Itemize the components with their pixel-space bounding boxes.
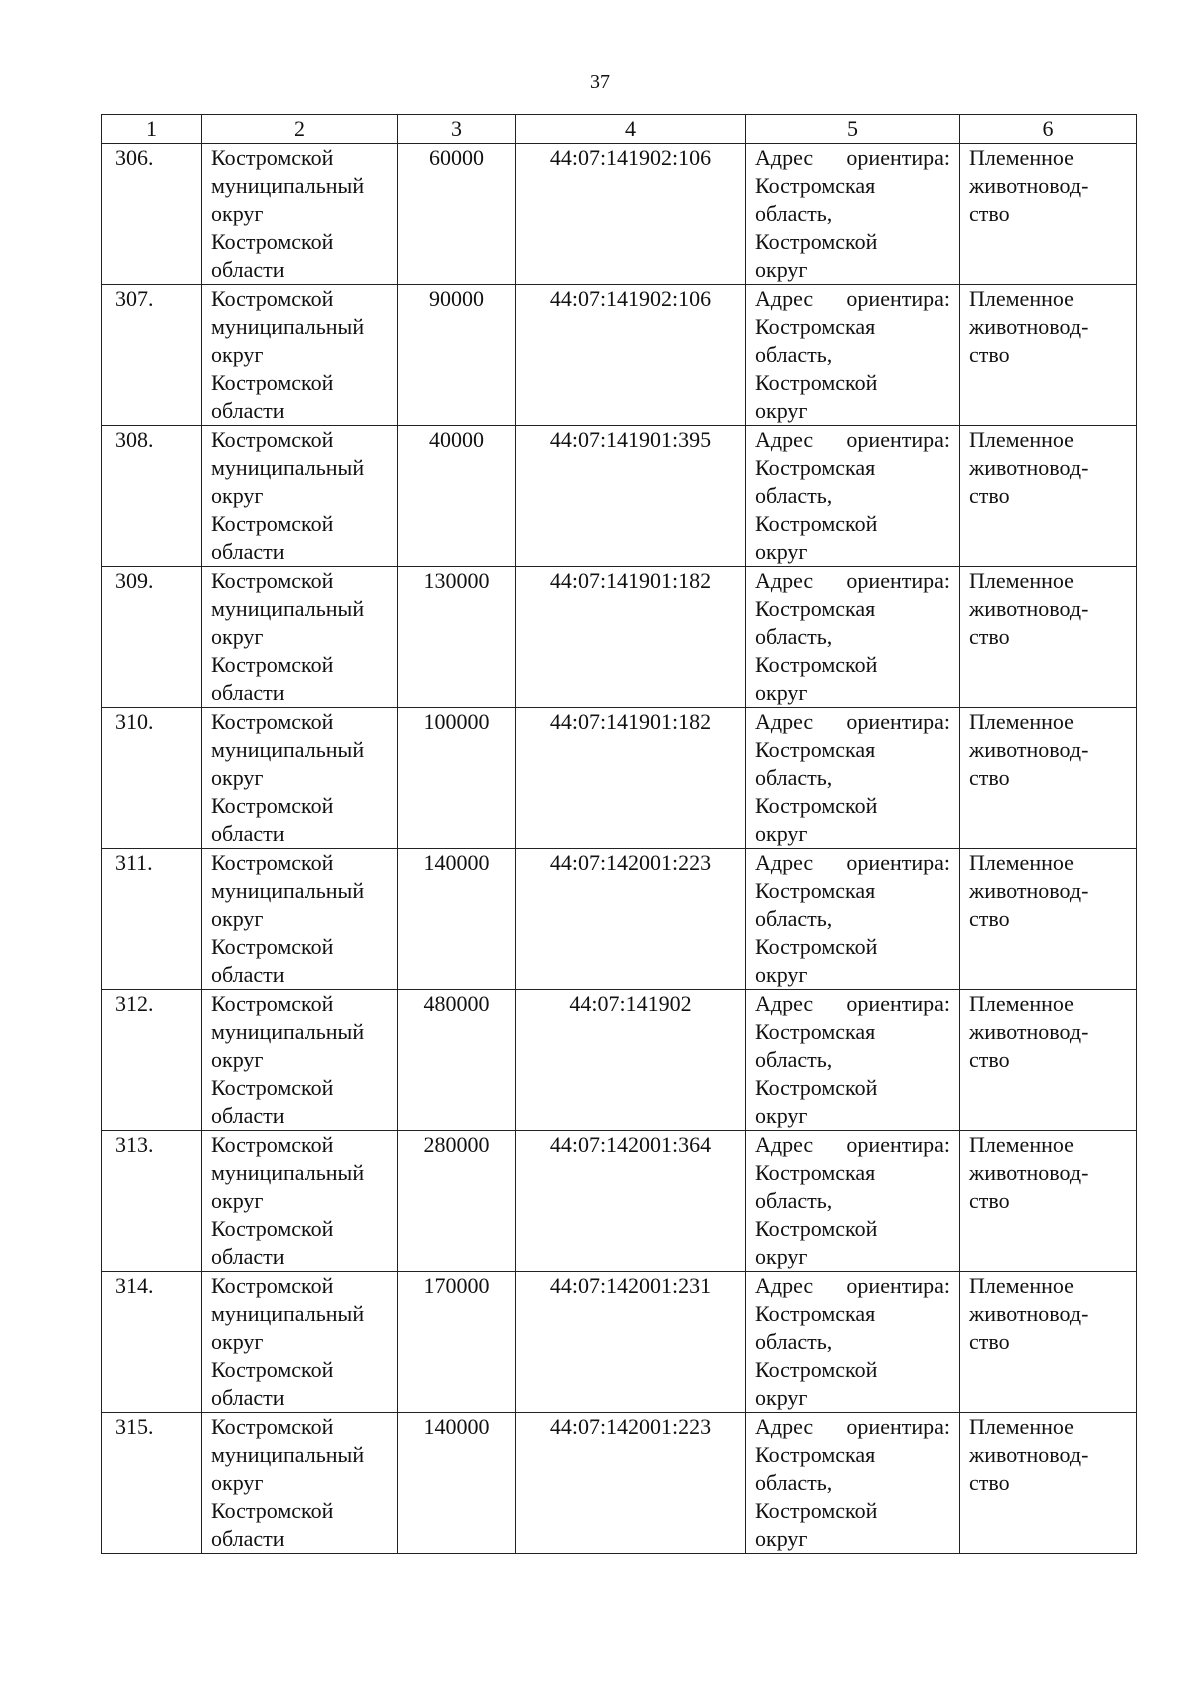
row-number-cell: 313. <box>102 1131 202 1272</box>
purpose-line: ство <box>969 906 1010 931</box>
municipality-line: округ <box>211 342 264 367</box>
purpose-cell <box>960 285 1137 426</box>
area-cell: 130000 <box>398 567 516 708</box>
municipality-cell <box>202 990 398 1131</box>
municipality-line: округ <box>211 765 264 790</box>
address-cell <box>746 849 960 990</box>
municipality-line: Костромской <box>211 427 334 452</box>
purpose-line: животновод- <box>969 737 1089 762</box>
municipality-line: Костромской <box>211 145 334 170</box>
municipality-line: муниципальный <box>211 1019 365 1044</box>
municipality-line: Костромской <box>211 1357 334 1382</box>
address-first-line <box>755 426 950 454</box>
cadastral-number-cell: 44:07:141901:395 <box>516 426 746 567</box>
address-word: ориентира: <box>846 1132 950 1157</box>
purpose-line: ство <box>969 624 1010 649</box>
municipality-line: области <box>211 1526 285 1551</box>
purpose-line: Племенное <box>969 1132 1074 1157</box>
purpose-line: животновод- <box>969 1019 1089 1044</box>
address-cell <box>746 144 960 285</box>
municipality-cell <box>202 144 398 285</box>
municipality-line: Костромской <box>211 286 334 311</box>
address-cell <box>746 990 960 1131</box>
municipality-line: Костромской <box>211 511 334 536</box>
cadastral-number-cell: 44:07:142001:364 <box>516 1131 746 1272</box>
address-line: округ <box>755 821 808 846</box>
purpose-cell <box>960 1413 1137 1554</box>
municipality-line: области <box>211 962 285 987</box>
municipality-line: Костромской <box>211 934 334 959</box>
purpose-line: ство <box>969 1047 1010 1072</box>
address-line: Костромской <box>755 370 878 395</box>
address-line: Костромской <box>755 1075 878 1100</box>
purpose-cell <box>960 1131 1137 1272</box>
address-line: область, <box>755 483 833 508</box>
area-cell: 40000 <box>398 426 516 567</box>
purpose-line: Племенное <box>969 568 1074 593</box>
address-line: область, <box>755 765 833 790</box>
municipality-line: области <box>211 257 285 282</box>
purpose-line: Племенное <box>969 709 1074 734</box>
address-line: округ <box>755 962 808 987</box>
address-line: область, <box>755 1047 833 1072</box>
area-cell: 170000 <box>398 1272 516 1413</box>
address-cell <box>746 285 960 426</box>
address-first-line <box>755 849 950 877</box>
cadastral-number-cell: 44:07:142001:223 <box>516 1413 746 1554</box>
municipality-line: Костромской <box>211 652 334 677</box>
row-number-cell: 309. <box>102 567 202 708</box>
purpose-line: животновод- <box>969 314 1089 339</box>
purpose-line: ство <box>969 1470 1010 1495</box>
table-body <box>102 115 1137 1554</box>
row-number-cell: 307. <box>102 285 202 426</box>
purpose-line: Племенное <box>969 1273 1074 1298</box>
address-line: область, <box>755 1188 833 1213</box>
address-line: Костромская <box>755 173 876 198</box>
municipality-line: округ <box>211 1329 264 1354</box>
municipality-cell <box>202 285 398 426</box>
purpose-cell <box>960 144 1137 285</box>
table-row <box>102 1413 1137 1554</box>
purpose-line: животновод- <box>969 455 1089 480</box>
table-row <box>102 1131 1137 1272</box>
table-row <box>102 708 1137 849</box>
municipality-line: Костромской <box>211 793 334 818</box>
address-line: область, <box>755 906 833 931</box>
municipality-line: области <box>211 539 285 564</box>
address-line: Костромской <box>755 1216 878 1241</box>
address-line: область, <box>755 1329 833 1354</box>
column-number-cell: 4 <box>516 115 746 144</box>
address-first-line <box>755 144 950 172</box>
address-line: Костромской <box>755 229 878 254</box>
cadastral-number-cell: 44:07:141902:106 <box>516 285 746 426</box>
table-row <box>102 1272 1137 1413</box>
column-number-row <box>102 115 1137 144</box>
purpose-line: Племенное <box>969 1414 1074 1439</box>
address-word: ориентира: <box>846 568 950 593</box>
municipality-cell <box>202 426 398 567</box>
table-row <box>102 144 1137 285</box>
address-cell <box>746 1131 960 1272</box>
address-first-line <box>755 1131 950 1159</box>
municipality-line: Костромской <box>211 229 334 254</box>
municipality-line: муниципальный <box>211 737 365 762</box>
municipality-line: округ <box>211 201 264 226</box>
purpose-line: животновод- <box>969 1442 1089 1467</box>
address-line: область, <box>755 201 833 226</box>
municipality-cell <box>202 1131 398 1272</box>
purpose-line: Племенное <box>969 991 1074 1016</box>
address-line: область, <box>755 1470 833 1495</box>
purpose-cell <box>960 426 1137 567</box>
purpose-line: ство <box>969 483 1010 508</box>
address-line: Костромская <box>755 1160 876 1185</box>
purpose-line: Племенное <box>969 145 1074 170</box>
address-word: ориентира: <box>846 1414 950 1439</box>
municipality-line: округ <box>211 906 264 931</box>
address-word: ориентира: <box>846 709 950 734</box>
municipality-cell <box>202 567 398 708</box>
municipality-line: Костромской <box>211 1414 334 1439</box>
table-row <box>102 849 1137 990</box>
column-number-cell: 3 <box>398 115 516 144</box>
municipality-line: области <box>211 821 285 846</box>
address-cell <box>746 1272 960 1413</box>
purpose-line: Племенное <box>969 427 1074 452</box>
column-number-cell: 2 <box>202 115 398 144</box>
address-cell <box>746 1413 960 1554</box>
address-line: округ <box>755 257 808 282</box>
address-line: Костромская <box>755 1442 876 1467</box>
cadastral-number-cell: 44:07:141901:182 <box>516 567 746 708</box>
address-first-line <box>755 1413 950 1441</box>
address-first-line <box>755 567 950 595</box>
address-first-line <box>755 990 950 1018</box>
area-cell: 140000 <box>398 849 516 990</box>
purpose-line: Племенное <box>969 286 1074 311</box>
address-line: округ <box>755 539 808 564</box>
address-line: Костромской <box>755 652 878 677</box>
address-line: округ <box>755 398 808 423</box>
address-line: Костромская <box>755 878 876 903</box>
purpose-line: Племенное <box>969 850 1074 875</box>
address-cell <box>746 426 960 567</box>
address-line: Костромской <box>755 511 878 536</box>
municipality-line: округ <box>211 1047 264 1072</box>
cadastral-number-cell: 44:07:141901:182 <box>516 708 746 849</box>
area-cell: 280000 <box>398 1131 516 1272</box>
municipality-line: области <box>211 1244 285 1269</box>
column-number-cell: 6 <box>960 115 1137 144</box>
municipality-cell <box>202 1272 398 1413</box>
address-word: ориентира: <box>846 850 950 875</box>
address-line: Костромская <box>755 737 876 762</box>
municipality-line: муниципальный <box>211 1160 365 1185</box>
address-word: Адрес <box>755 1132 814 1157</box>
purpose-line: ство <box>969 1188 1010 1213</box>
address-line: округ <box>755 1244 808 1269</box>
land-plots-table <box>101 114 1137 1554</box>
purpose-cell <box>960 708 1137 849</box>
address-word: Адрес <box>755 709 814 734</box>
row-number-cell: 311. <box>102 849 202 990</box>
address-word: Адрес <box>755 427 814 452</box>
municipality-cell <box>202 708 398 849</box>
municipality-line: муниципальный <box>211 455 365 480</box>
municipality-line: округ <box>211 624 264 649</box>
municipality-cell <box>202 1413 398 1554</box>
cadastral-number-cell: 44:07:142001:223 <box>516 849 746 990</box>
row-number-cell: 310. <box>102 708 202 849</box>
municipality-line: муниципальный <box>211 314 365 339</box>
address-line: округ <box>755 680 808 705</box>
municipality-line: Костромской <box>211 850 334 875</box>
address-word: Адрес <box>755 286 814 311</box>
purpose-line: ство <box>969 1329 1010 1354</box>
municipality-line: Костромской <box>211 1132 334 1157</box>
address-cell <box>746 567 960 708</box>
address-line: округ <box>755 1385 808 1410</box>
purpose-line: животновод- <box>969 596 1089 621</box>
cadastral-number-cell: 44:07:141902:106 <box>516 144 746 285</box>
municipality-line: округ <box>211 483 264 508</box>
area-cell: 480000 <box>398 990 516 1131</box>
municipality-cell <box>202 849 398 990</box>
row-number-cell: 306. <box>102 144 202 285</box>
municipality-line: муниципальный <box>211 1442 365 1467</box>
cadastral-number-cell: 44:07:141902 <box>516 990 746 1131</box>
row-number-cell: 315. <box>102 1413 202 1554</box>
row-number-cell: 308. <box>102 426 202 567</box>
municipality-line: Костромской <box>211 1273 334 1298</box>
purpose-line: животновод- <box>969 173 1089 198</box>
address-line: округ <box>755 1526 808 1551</box>
purpose-cell <box>960 567 1137 708</box>
municipality-line: области <box>211 1385 285 1410</box>
purpose-line: животновод- <box>969 1160 1089 1185</box>
address-word: Адрес <box>755 1273 814 1298</box>
address-line: Костромская <box>755 596 876 621</box>
address-line: округ <box>755 1103 808 1128</box>
area-cell: 60000 <box>398 144 516 285</box>
address-word: ориентира: <box>846 991 950 1016</box>
address-line: Костромская <box>755 1301 876 1326</box>
area-cell: 140000 <box>398 1413 516 1554</box>
municipality-line: округ <box>211 1470 264 1495</box>
municipality-line: муниципальный <box>211 1301 365 1326</box>
purpose-line: ство <box>969 201 1010 226</box>
address-word: ориентира: <box>846 1273 950 1298</box>
address-word: Адрес <box>755 850 814 875</box>
table-row <box>102 285 1137 426</box>
address-first-line <box>755 708 950 736</box>
municipality-line: Костромской <box>211 568 334 593</box>
purpose-line: ство <box>969 765 1010 790</box>
area-cell: 90000 <box>398 285 516 426</box>
column-number-cell: 5 <box>746 115 960 144</box>
address-line: область, <box>755 624 833 649</box>
address-word: ориентира: <box>846 286 950 311</box>
municipality-line: области <box>211 680 285 705</box>
cadastral-number-cell: 44:07:142001:231 <box>516 1272 746 1413</box>
purpose-line: ство <box>969 342 1010 367</box>
table-row <box>102 426 1137 567</box>
address-word: Адрес <box>755 145 814 170</box>
row-number-cell: 314. <box>102 1272 202 1413</box>
purpose-line: животновод- <box>969 878 1089 903</box>
address-line: Костромской <box>755 793 878 818</box>
address-line: Костромской <box>755 1498 878 1523</box>
municipality-line: Костромской <box>211 991 334 1016</box>
address-cell <box>746 708 960 849</box>
page-number: 37 <box>590 71 610 93</box>
row-number-cell: 312. <box>102 990 202 1131</box>
address-first-line <box>755 1272 950 1300</box>
address-first-line <box>755 285 950 313</box>
municipality-line: Костромской <box>211 1498 334 1523</box>
address-word: Адрес <box>755 568 814 593</box>
municipality-line: области <box>211 1103 285 1128</box>
address-word: ориентира: <box>846 427 950 452</box>
area-cell: 100000 <box>398 708 516 849</box>
address-word: ориентира: <box>846 145 950 170</box>
address-line: Костромской <box>755 934 878 959</box>
municipality-line: Костромской <box>211 370 334 395</box>
purpose-cell <box>960 849 1137 990</box>
municipality-line: Костромской <box>211 709 334 734</box>
address-line: Костромская <box>755 314 876 339</box>
municipality-line: муниципальный <box>211 173 365 198</box>
municipality-line: Костромской <box>211 1075 334 1100</box>
municipality-line: муниципальный <box>211 596 365 621</box>
address-word: Адрес <box>755 1414 814 1439</box>
table-row <box>102 990 1137 1131</box>
municipality-line: области <box>211 398 285 423</box>
address-line: Костромской <box>755 1357 878 1382</box>
municipality-line: муниципальный <box>211 878 365 903</box>
column-number-cell: 1 <box>102 115 202 144</box>
purpose-cell <box>960 1272 1137 1413</box>
table-row <box>102 567 1137 708</box>
address-line: Костромская <box>755 1019 876 1044</box>
address-line: Костромская <box>755 455 876 480</box>
purpose-line: животновод- <box>969 1301 1089 1326</box>
municipality-line: округ <box>211 1188 264 1213</box>
address-word: Адрес <box>755 991 814 1016</box>
address-line: область, <box>755 342 833 367</box>
purpose-cell <box>960 990 1137 1131</box>
municipality-line: Костромской <box>211 1216 334 1241</box>
